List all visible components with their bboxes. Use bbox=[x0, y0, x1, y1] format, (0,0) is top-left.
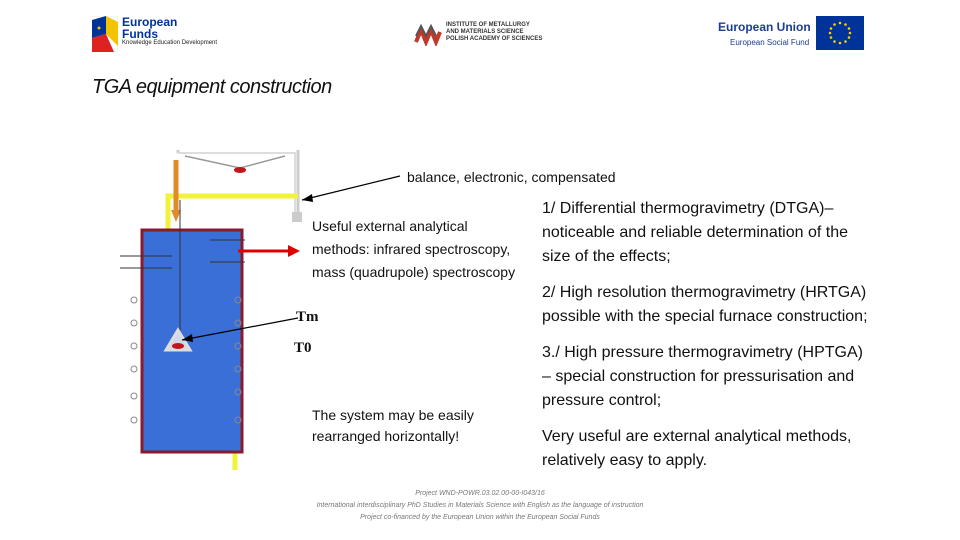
footer-project-line: Project WND-POWR.03.02.00-00-I043/16 bbox=[415, 490, 545, 497]
footer-cofinance-line: Project co-financed by the European Union within the European Social Funds bbox=[360, 514, 600, 521]
footer bbox=[300, 488, 660, 524]
tm-pointer-line bbox=[182, 318, 298, 340]
eu-funds-title: European Funds bbox=[122, 15, 178, 41]
tm-label: Tm bbox=[296, 309, 319, 325]
note-item: Very useful are external analytical methods, relatively easy to apply. bbox=[542, 428, 852, 469]
slide-title: TGA equipment construction bbox=[92, 76, 332, 98]
eu-funds-subtitle: Knowledge Education Development bbox=[122, 40, 218, 46]
balance-pointer-head bbox=[302, 194, 313, 202]
rearranged-label: The system may be easily rearranged horizontally! bbox=[312, 407, 474, 444]
balance-label: balance, electronic, compensated bbox=[407, 169, 616, 185]
notes-list bbox=[542, 197, 872, 485]
balance-pointer-line bbox=[302, 176, 400, 200]
tm-pointer-head bbox=[182, 334, 193, 342]
eu-subtitle: European Social Fund bbox=[730, 38, 810, 47]
institute-name: INSTITUTE OF METALLURGY AND MATERIALS SCIENCE POLISH ACADEMY OF SCIENCES bbox=[446, 22, 543, 42]
note-item: 3./ High pressure thermogravimetry (HPTGA) – special construction for pressurisation and pressure control; bbox=[542, 344, 863, 409]
footer-studies-line: International interdisciplinary PhD Studies in Materials Science with English as the language of instruction bbox=[316, 502, 644, 509]
external-methods-label: Useful external analytical methods: infrared spectroscopy, mass (quadrupole) spectroscopy bbox=[312, 218, 516, 280]
note-item: 2/ High resolution thermogravimetry (HRTGA) possible with the special furnace construction; bbox=[542, 284, 868, 325]
eu-title: European Union bbox=[718, 20, 811, 34]
t0-label: T0 bbox=[294, 340, 312, 356]
note-item: 1/ Differential thermogravimetry (DTGA)–noticeable and reliable determination of the size of the effects; bbox=[542, 200, 848, 265]
